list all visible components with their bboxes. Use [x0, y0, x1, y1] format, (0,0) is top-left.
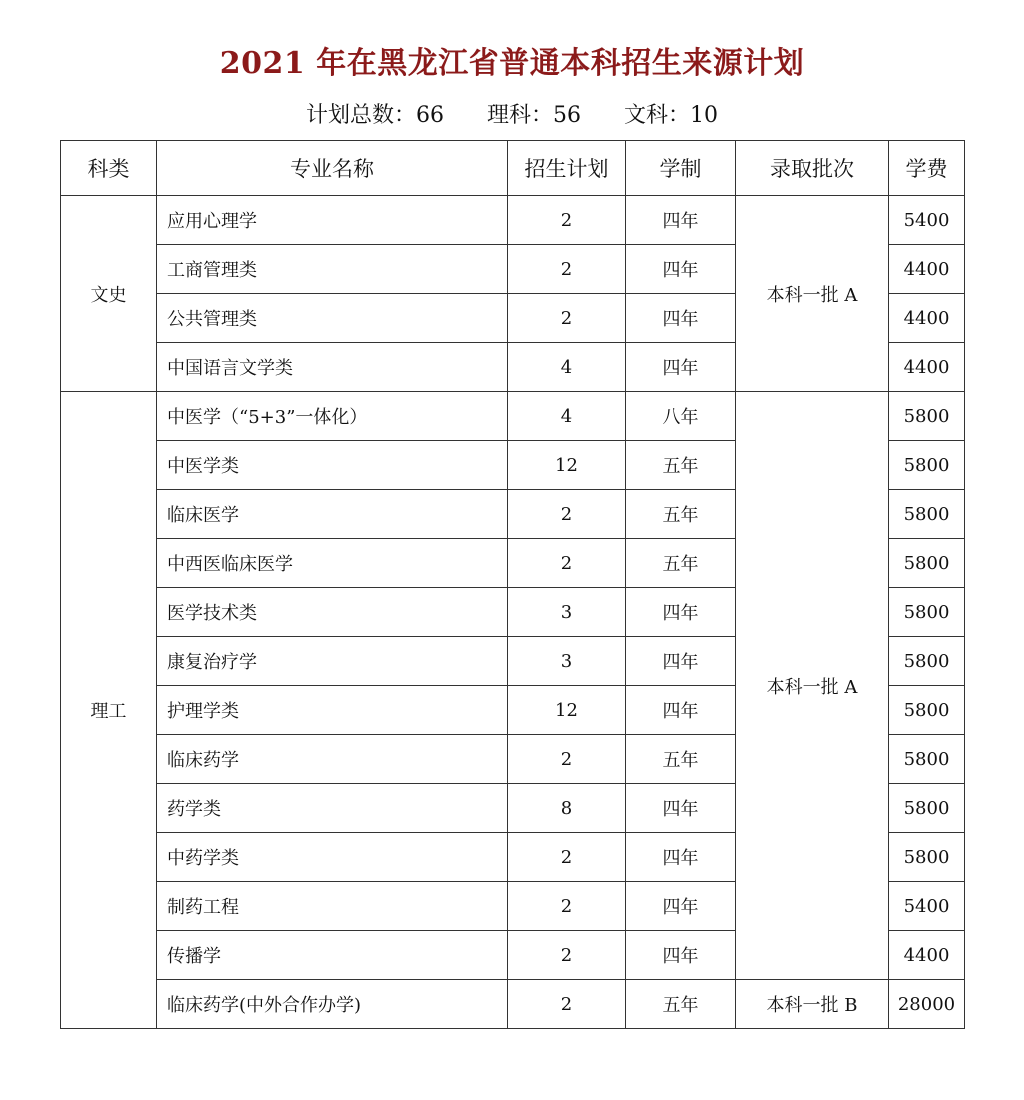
years-cell: 四年 [626, 245, 736, 294]
years-cell: 四年 [626, 931, 736, 980]
years-cell: 四年 [626, 196, 736, 245]
years-cell: 四年 [626, 588, 736, 637]
fee-cell: 5800 [889, 833, 965, 882]
plan-cell: 12 [508, 441, 626, 490]
fee-cell: 4400 [889, 294, 965, 343]
major-cell: 传播学 [157, 931, 508, 980]
fee-cell: 4400 [889, 245, 965, 294]
plan-cell: 2 [508, 882, 626, 931]
major-cell: 应用心理学 [157, 196, 508, 245]
plan-cell: 2 [508, 490, 626, 539]
header-batch: 录取批次 [736, 141, 889, 196]
major-cell: 临床药学(中外合作办学) [157, 980, 508, 1029]
fee-cell: 5800 [889, 784, 965, 833]
major-cell: 临床药学 [157, 735, 508, 784]
header-years: 学制 [626, 141, 736, 196]
table-row [61, 196, 965, 245]
header-fee: 学费 [889, 141, 965, 196]
years-cell: 五年 [626, 980, 736, 1029]
plan-cell: 2 [508, 931, 626, 980]
batch-cell-arts: 本科一批 A [736, 196, 889, 392]
fee-cell: 5800 [889, 588, 965, 637]
fee-cell: 5800 [889, 735, 965, 784]
table-row [61, 980, 965, 1029]
fee-cell: 5800 [889, 686, 965, 735]
fee-cell: 28000 [889, 980, 965, 1029]
plan-cell: 2 [508, 539, 626, 588]
summary-science: 理科：56 [487, 103, 581, 128]
major-cell: 中药学类 [157, 833, 508, 882]
years-cell: 五年 [626, 735, 736, 784]
page-title: 2021 年在黑龙江省普通本科招生来源计划 [219, 46, 805, 81]
plan-cell: 3 [508, 588, 626, 637]
plan-cell: 2 [508, 980, 626, 1029]
fee-cell: 5800 [889, 490, 965, 539]
plan-cell: 8 [508, 784, 626, 833]
major-cell: 护理学类 [157, 686, 508, 735]
major-cell: 临床医学 [157, 490, 508, 539]
major-cell: 中医学类 [157, 441, 508, 490]
major-cell: 药学类 [157, 784, 508, 833]
major-cell: 公共管理类 [157, 294, 508, 343]
fee-cell: 5400 [889, 882, 965, 931]
years-cell: 五年 [626, 539, 736, 588]
plan-cell: 4 [508, 392, 626, 441]
major-cell: 中西医临床医学 [157, 539, 508, 588]
plan-cell: 2 [508, 245, 626, 294]
plan-cell: 2 [508, 294, 626, 343]
fee-cell: 5800 [889, 392, 965, 441]
years-cell: 四年 [626, 294, 736, 343]
years-cell: 四年 [626, 343, 736, 392]
fee-cell: 5800 [889, 637, 965, 686]
header-category: 科类 [61, 141, 157, 196]
plan-cell: 12 [508, 686, 626, 735]
plan-cell: 4 [508, 343, 626, 392]
fee-cell: 5800 [889, 441, 965, 490]
table-header-row [61, 141, 965, 196]
years-cell: 四年 [626, 637, 736, 686]
years-cell: 四年 [626, 784, 736, 833]
summary-arts: 文科：10 [624, 103, 718, 128]
summary-total: 计划总数：66 [306, 103, 444, 128]
major-cell: 制药工程 [157, 882, 508, 931]
major-cell: 医学技术类 [157, 588, 508, 637]
plan-cell: 2 [508, 196, 626, 245]
fee-cell: 4400 [889, 931, 965, 980]
plan-cell: 2 [508, 735, 626, 784]
batch-cell-science: 本科一批 A [736, 392, 889, 980]
plan-cell: 2 [508, 833, 626, 882]
major-cell: 康复治疗学 [157, 637, 508, 686]
major-cell: 中国语言文学类 [157, 343, 508, 392]
fee-cell: 5400 [889, 196, 965, 245]
years-cell: 四年 [626, 686, 736, 735]
years-cell: 五年 [626, 441, 736, 490]
years-cell: 四年 [626, 882, 736, 931]
years-cell: 八年 [626, 392, 736, 441]
major-cell: 工商管理类 [157, 245, 508, 294]
header-major: 专业名称 [157, 141, 508, 196]
enrollment-plan-table [60, 140, 965, 1029]
years-cell: 五年 [626, 490, 736, 539]
category-cell-arts: 文史 [61, 196, 157, 392]
table-row [61, 392, 965, 441]
batch-cell-science-b: 本科一批 B [736, 980, 889, 1029]
years-cell: 四年 [626, 833, 736, 882]
header-plan: 招生计划 [508, 141, 626, 196]
plan-cell: 3 [508, 637, 626, 686]
major-cell: 中医学（“5+3”一体化） [157, 392, 508, 441]
category-cell-science: 理工 [61, 392, 157, 1029]
fee-cell: 4400 [889, 343, 965, 392]
plan-summary [0, 98, 1024, 129]
fee-cell: 5800 [889, 539, 965, 588]
